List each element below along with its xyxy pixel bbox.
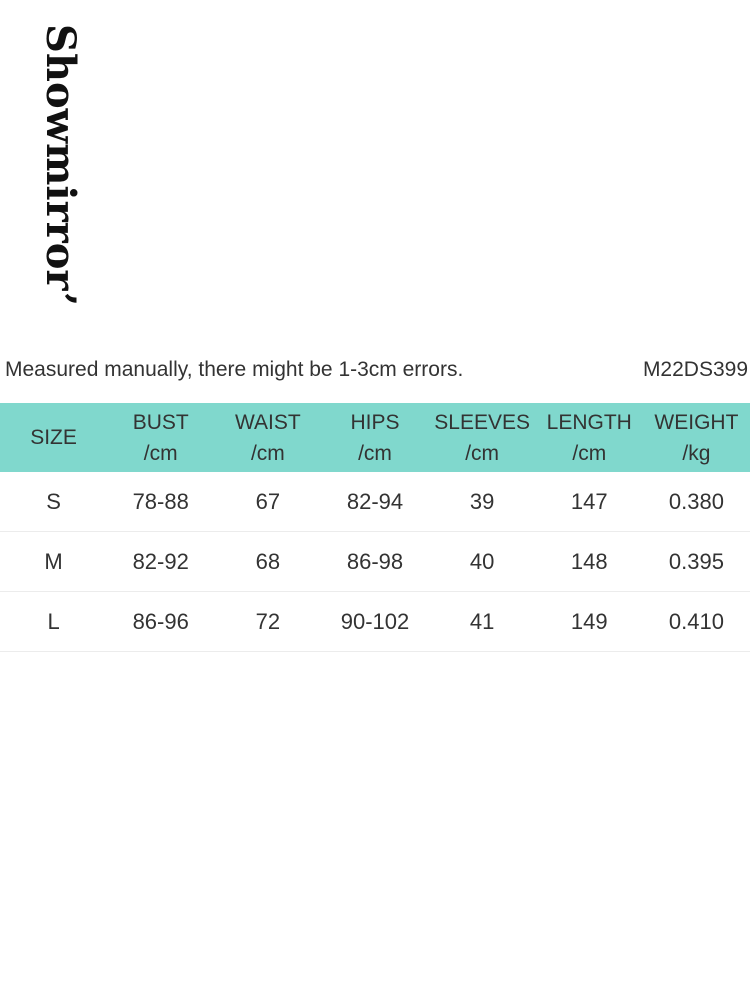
cell-length: 147 bbox=[536, 472, 643, 532]
header-unit: /kg bbox=[682, 441, 711, 465]
header-unit: /cm bbox=[358, 441, 392, 465]
size-chart-table bbox=[0, 403, 750, 652]
table-header-row bbox=[0, 403, 750, 472]
header-waist bbox=[214, 403, 321, 472]
header-bust bbox=[107, 403, 214, 472]
measurement-note: Measured manually, there might be 1-3cm errors. bbox=[5, 358, 464, 381]
table-row bbox=[0, 592, 750, 652]
measurement-note-row bbox=[0, 358, 750, 388]
header-label: WAIST bbox=[234, 410, 301, 434]
cell-sleeves: 40 bbox=[429, 532, 536, 592]
header-weight bbox=[643, 403, 750, 472]
cell-bust: 82-92 bbox=[107, 532, 214, 592]
cell-hips: 82-94 bbox=[321, 472, 428, 532]
cell-waist: 72 bbox=[214, 592, 321, 652]
cell-hips: 86-98 bbox=[321, 532, 428, 592]
header-unit: /cm bbox=[572, 441, 607, 465]
header-size bbox=[0, 403, 107, 472]
header-hips bbox=[321, 403, 428, 472]
header-label: SLEEVES bbox=[434, 410, 530, 434]
header-label: LENGTH bbox=[546, 410, 632, 434]
header-label: WEIGHT bbox=[654, 410, 739, 434]
cell-weight: 0.380 bbox=[643, 472, 750, 532]
cell-size: L bbox=[0, 592, 107, 652]
header-unit: /cm bbox=[250, 441, 285, 465]
model-code: M22DS399 bbox=[642, 358, 748, 381]
header-label: BUST bbox=[132, 410, 189, 434]
header-unit: /cm bbox=[143, 441, 178, 465]
cell-weight: 0.410 bbox=[643, 592, 750, 652]
table-row bbox=[0, 532, 750, 592]
cell-length: 148 bbox=[536, 532, 643, 592]
cell-weight: 0.395 bbox=[643, 532, 750, 592]
cell-length: 149 bbox=[536, 592, 643, 652]
cell-waist: 67 bbox=[214, 472, 321, 532]
brand-logo: Showmirror’ bbox=[37, 24, 84, 306]
cell-hips: 90-102 bbox=[321, 592, 428, 652]
cell-waist: 68 bbox=[214, 532, 321, 592]
header-label: HIPS bbox=[350, 410, 400, 434]
header-sleeves bbox=[429, 403, 536, 472]
cell-size: S bbox=[0, 472, 107, 532]
header-label: SIZE bbox=[30, 426, 77, 449]
cell-bust: 86-96 bbox=[107, 592, 214, 652]
cell-size: M bbox=[0, 532, 107, 592]
header-unit: /cm bbox=[465, 441, 500, 465]
cell-bust: 78-88 bbox=[107, 472, 214, 532]
cell-sleeves: 39 bbox=[429, 472, 536, 532]
cell-sleeves: 41 bbox=[429, 592, 536, 652]
table-row bbox=[0, 472, 750, 532]
header-length bbox=[536, 403, 643, 472]
